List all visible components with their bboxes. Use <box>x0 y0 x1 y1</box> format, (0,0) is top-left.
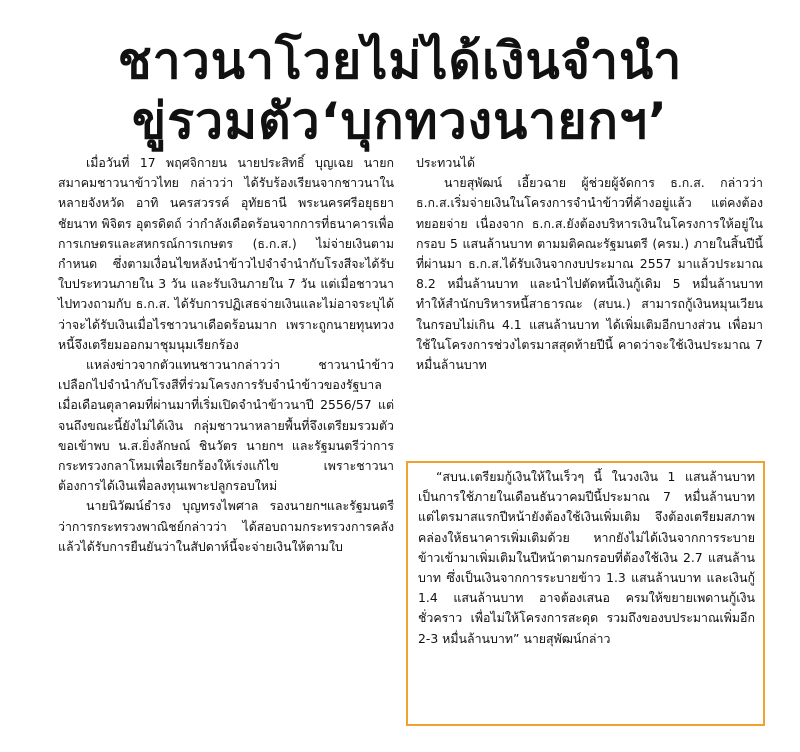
paragraph-continuation: ประทวนได้ <box>416 155 476 170</box>
paragraph: นายนิวัฒน์ธำรง บุญทรงไพศาล รองนายกฯและรัฐมนตรีว่าการกระทรวงพาณิชย์กล่าวว่า ได้สอบถามกระทรวงการคลังแล้วได้รับการยืนยันว่าในสัปดาห์นี้จะจ่ายเงินให้ตามใบ <box>58 498 394 554</box>
headline-line-2: ขู่รวมตัว‘บุกทวงนายกฯ’ <box>132 92 668 150</box>
quote-text: “สบน.เตรียมกู้เงินให้ในเร็วๆ นี้ ในวงเงิน 1 แสนล้านบาท เป็นการใช้ภายในเดือนธันวาคมปีนี้ประมาณ 7 หมื่นล้านบาท แต่ไตรมาสแรกปีหน้ายังต้องใช้เงินเพิ่มเติม จึงต้องเตรียมสภาพคล่องให้ธนาคารเพิ่มเติมด้วย หากยังไม่ได้เงินจากการระบายข้าวเข้ามาเพิ่มเติมในปีหน้าตามกรอบที่ต้องใช้เงิน 2.7 แสนล้านบาท ซึ่งเป็นเงินจากการระบายข้าว 1.3 แสนล้านบาท และเงินกู้ 1.4 แสนล้านบาท อาจต้องเสนอ ครมให้ขยายเพดานกู้เงินชั่วคราว เพื่อไม่ให้โครงการสะดุด รวมถึงของบประมาณเพิ่มอีก 2-3 หมื่นล้านบาท” นายสุพัฒน์กล่าว <box>418 469 755 646</box>
paragraph: แหล่งข่าวจากตัวแทนชาวนากล่าวว่า ชาวนานำข้าวเปลือกไปจำนำกับโรงสีที่ร่วมโครงการรับจำนำข้าวของรัฐบาลเมื่อเดือนตุลาคมที่ผ่านมาที่เริ่มเปิดจำนำข้าวนาปี 2556/57 แต่จนถึงขณะนี้ยังไม่ได้เงิน กลุ่มชาวนาหลายพื้นที่จึงเตรียมรวมตัวขอเข้าพบ น.ส.ยิ่งลักษณ์ ชินวัตร นายกฯ และรัฐมนตรีว่าการกระทรวงกลาโหมเพื่อเรียกร้องให้เร่งแก้ไข เพราะชาวนาต้องการได้เงินเพื่อลงทุนเพาะปลูกรอบใหม่ <box>58 357 394 494</box>
quote-box <box>406 461 765 726</box>
right-column <box>416 153 763 375</box>
left-column <box>58 153 394 557</box>
headline-line-1: ชาวนาโวยไม่ได้เงินจำนำ <box>117 32 683 90</box>
paragraph: เมื่อวันที่ 17 พฤศจิกายน นายประสิทธิ์ บุญเฉย นายกสมาคมชาวนาข้าวไทย กล่าวว่า ได้รับร้องเรียนจากชาวนาในหลายจังหวัด อาทิ นครสวรรค์ อุทัยธานี พระนครศรีอยุธยา ชัยนาท พิจิตร อุตรดิตถ์ ว่ากำลังเดือดร้อนจากการที่ธนาคารเพื่อการเกษตรและสหกรณ์การเกษตร (ธ.ก.ส.) ไม่จ่ายเงินตามกำหนด ซึ่งตามเงื่อนไขหลังนำข้าวไปจำจำนำกับโรงสีจะได้รับใบประทวนภายใน 3 วัน และรับเงินภายใน 7 วัน แต่เมื่อชาวนาไปทวงถามกับ ธ.ก.ส. ได้รับการปฏิเสธจ่ายเงินและไม่อาจระบุได้ว่าจะได้รับเงินเมื่อไรชาวนาเดือดร้อนมาก เพราะถูกนายทุนทวงหนี้จึงเตรียมออกมาชุมนุมเรียกร้อง <box>58 155 394 352</box>
paragraph: นายสุพัฒน์ เอี้ยวฉาย ผู้ช่วยผู้จัดการ ธ.ก.ส. กล่าวว่า ธ.ก.ส.เริ่มจ่ายเงินในโครงการจำนำข้าวที่ค้างอยู่แล้ว แต่คงต้องทยอยจ่าย เนื่องจาก ธ.ก.ส.ยังต้องบริหารเงินในโครงการให้อยู่ในกรอบ 5 แสนล้านบาท ตามมติคณะรัฐมนตรี (ครม.) ภายในสิ้นปีนี้ ที่ผ่านมา ธ.ก.ส.ได้รับเงินจากงบประมาณ 2557 มาแล้วประมาณ 8.2 หมื่นล้านบาท และนำไปตัดหนี้เงินกู้เดิม 5 หมื่นล้านบาท ทำให้สำนักบริหารหนี้สาธารณะ (สบน.) สามารถกู้เงินหมุนเวียนในกรอบไม่เกิน 4.1 แสนล้านบาท ได้เพิ่มเติมอีกบางส่วน เพื่อมาใช้ในโครงการช่วงไตรมาสสุดท้ายปีนี้ คาดว่าจะใช้เงินประมาณ 7 หมื่นล้านบาท <box>416 175 763 373</box>
